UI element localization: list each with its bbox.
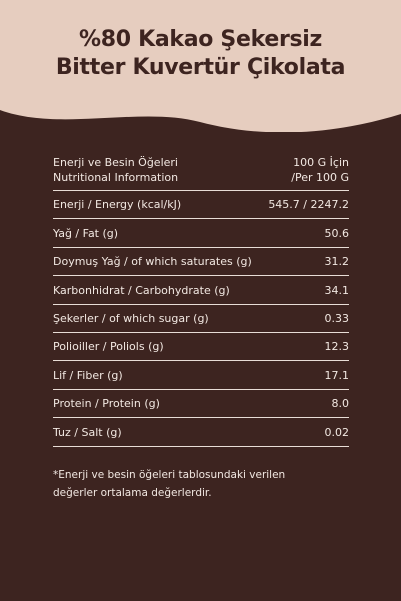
row-label: Şekerler / of which sugar (g) bbox=[53, 311, 209, 325]
row-value: 34.1 bbox=[324, 283, 349, 297]
table-row bbox=[53, 276, 349, 304]
row-value: 17.1 bbox=[324, 368, 349, 382]
row-value: 12.3 bbox=[324, 340, 349, 354]
table-row bbox=[53, 333, 349, 361]
footnote-line-2: değerler ortalama değerlerdir. bbox=[53, 487, 212, 499]
row-label: Yağ / Fat (g) bbox=[53, 226, 119, 240]
row-label: Karbonhidrat / Carbohydrate (g) bbox=[53, 283, 230, 297]
row-label: Protein / Protein (g) bbox=[53, 397, 160, 411]
nutrition-table bbox=[53, 155, 349, 447]
row-value: 0.02 bbox=[324, 425, 349, 439]
table-row bbox=[53, 418, 349, 446]
row-label: Enerji / Energy (kcal/kJ) bbox=[53, 198, 182, 212]
table-row bbox=[53, 191, 349, 219]
table-row bbox=[53, 219, 349, 247]
header-value bbox=[291, 155, 349, 185]
footnote bbox=[53, 466, 353, 502]
title-line-1: %80 Kakao Şekersiz bbox=[78, 27, 323, 52]
table-row bbox=[53, 305, 349, 333]
table-row bbox=[53, 390, 349, 418]
row-value: 545.7 / 2247.2 bbox=[268, 198, 349, 212]
product-title bbox=[0, 26, 401, 82]
header-label-tr: Enerji ve Besin Öğeleri bbox=[53, 156, 178, 169]
table-header-row bbox=[53, 155, 349, 191]
header-value-en: /Per 100 G bbox=[291, 171, 349, 184]
row-label: Doymuş Yağ / of which saturates (g) bbox=[53, 255, 252, 269]
title-line-2: Bitter Kuvertür Çikolata bbox=[55, 55, 346, 80]
row-label: Lif / Fiber (g) bbox=[53, 368, 123, 382]
header-label-en: Nutritional Information bbox=[53, 171, 179, 184]
row-value: 8.0 bbox=[331, 397, 349, 411]
row-label: Polioiller / Poliols (g) bbox=[53, 340, 164, 354]
header-value-tr: 100 G İçin bbox=[293, 156, 349, 169]
footnote-line-1: *Enerji ve besin öğeleri tablosundaki verilen bbox=[53, 469, 286, 481]
header-label bbox=[53, 155, 178, 185]
row-value: 0.33 bbox=[324, 311, 349, 325]
row-value: 31.2 bbox=[324, 255, 349, 269]
row-label: Tuz / Salt (g) bbox=[53, 425, 122, 439]
table-row bbox=[53, 361, 349, 389]
header-wave-divider bbox=[0, 96, 401, 136]
table-row bbox=[53, 248, 349, 276]
row-value: 50.6 bbox=[324, 226, 349, 240]
